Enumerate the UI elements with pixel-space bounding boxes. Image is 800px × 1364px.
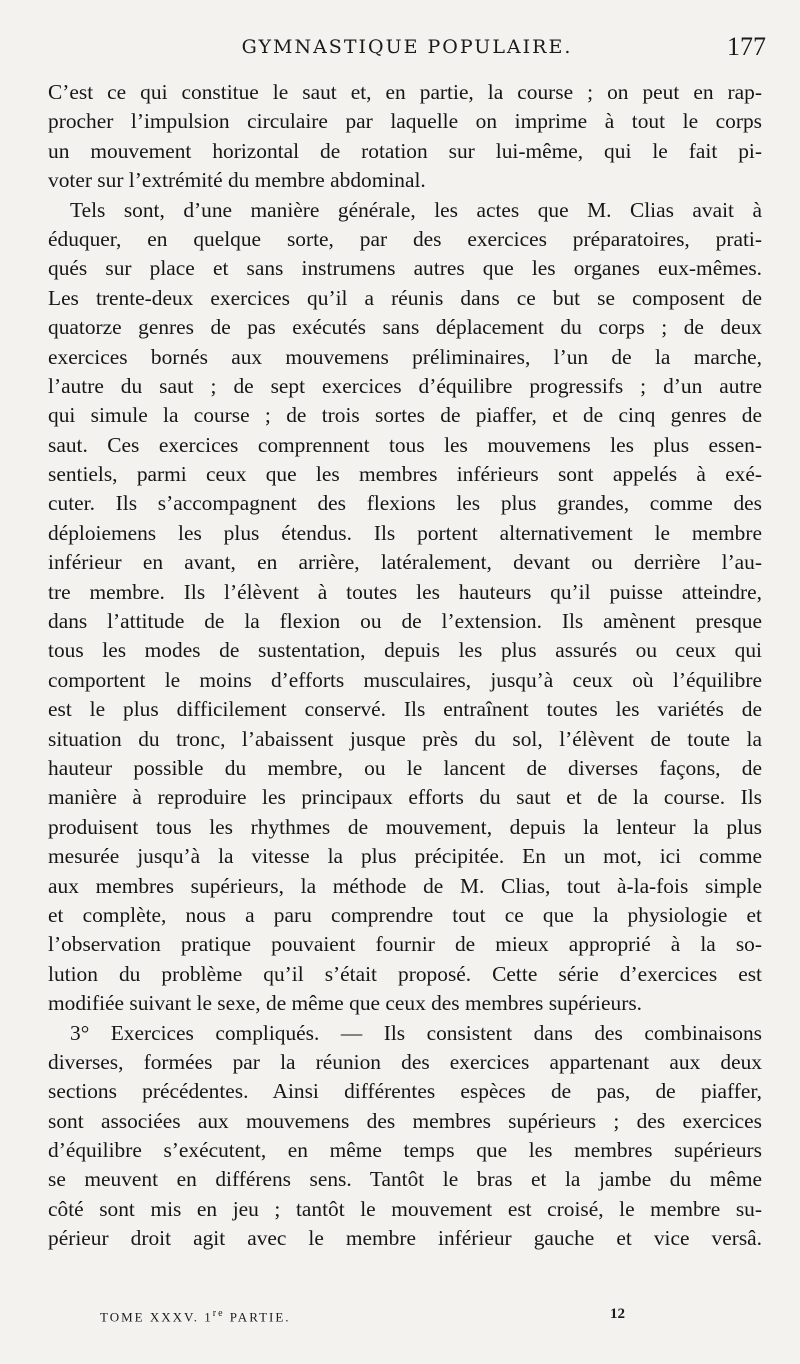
text-line: modifiée suivant le sexe, de même que ceux des membres supérieurs.	[48, 991, 642, 1016]
text-line: sont associées aux mouvemens des membres supérieurs ; des exercices	[48, 1108, 762, 1133]
running-head	[48, 32, 766, 68]
text-line: déploiemens les plus étendus. Ils portent alternativement le membre	[48, 520, 762, 545]
text-line: dans l’attitude de la flexion ou de l’extension. Ils amènent presque	[48, 609, 762, 634]
page-number: 177	[727, 32, 766, 61]
text-line: qués sur place et sans instrumens autres que les organes eux-mêmes.	[48, 256, 762, 281]
text-line: éduquer, en quelque sorte, par des exercices préparatoires, prati-	[48, 226, 762, 251]
body-text	[48, 78, 762, 1254]
page-footer	[100, 1302, 660, 1328]
text-line: aux membres supérieurs, la méthode de M. Clias, tout à-la-fois simple	[48, 873, 762, 898]
text-line: qui simule la course ; de trois sortes de piaffer, et de cinq genres de	[48, 403, 762, 428]
signature-superscript: re	[212, 1308, 225, 1319]
signature-volume: TOME XXXV. 1	[100, 1309, 213, 1325]
text-line: périeur droit agit avec le membre inférieur gauche et vice versâ.	[48, 1226, 762, 1251]
text-line: et complète, nous a paru comprendre tout ce que la physiologie et	[48, 902, 762, 927]
text-line: hauteur possible du membre, ou le lancent de diverses façons, de	[48, 755, 762, 780]
text-line: manière à reproduire les principaux efforts du saut et de la course. Ils	[48, 785, 762, 810]
text-line: Les trente-deux exercices qu’il a réunis dans ce but se composent de	[48, 285, 762, 310]
text-line: quatorze genres de pas exécutés sans déplacement du corps ; de deux	[48, 315, 762, 340]
text-line: procher l’impulsion circulaire par laquelle on imprime à tout le corps	[48, 109, 762, 134]
text-line: situation du tronc, l’abaissent jusque près du sol, l’élèvent de toute la	[48, 726, 762, 751]
text-line: d’équilibre s’exécutent, en même temps que les membres supérieurs	[48, 1138, 762, 1163]
text-line: tre membre. Ils l’élèvent à toutes les hauteurs qu’il puisse atteindre,	[48, 579, 762, 604]
text-line: tous les modes de sustentation, depuis les plus assurés ou ceux qui	[48, 638, 762, 663]
text-line: est le plus difficilement conservé. Ils entraînent toutes les variétés de	[48, 697, 762, 722]
text-line: voter sur l’extrémité du membre abdominal.	[48, 168, 426, 193]
text-line: côté sont mis en jeu ; tantôt le mouvement est croisé, le membre su-	[48, 1196, 762, 1221]
gathering-number: 12	[610, 1306, 625, 1322]
text-line: diverses, formées par la réunion des exercices appartenant aux deux	[48, 1049, 762, 1074]
text-line: exercices bornés aux mouvemens préliminaires, l’un de la marche,	[48, 344, 762, 369]
text-line: mesurée jusqu’à la vitesse la plus précipitée. En un mot, ici comme	[48, 844, 762, 869]
text-line: inférieur en avant, en arrière, latéralement, devant ou derrière l’au-	[48, 550, 762, 575]
text-line: se meuvent en différens sens. Tantôt le bras et la jambe du même	[48, 1167, 762, 1192]
text-line: sections précédentes. Ainsi différentes espèces de pas, de piaffer,	[48, 1079, 762, 1104]
text-line: C’est ce qui constitue le saut et, en partie, la course ; on peut en rap-	[48, 80, 762, 104]
text-line: comportent le moins d’efforts musculaires, jusqu’à ceux où l’équilibre	[48, 667, 762, 692]
text-line: cuter. Ils s’accompagnent des flexions les plus grandes, comme des	[48, 491, 762, 516]
text-line: produisent tous les rhythmes de mouvement, depuis la lenteur la plus	[48, 814, 762, 839]
text-line: saut. Ces exercices comprennent tous les mouvemens les plus essen-	[48, 432, 762, 457]
running-title: GYMNASTIQUE POPULAIRE.	[241, 36, 573, 58]
text-line: Tels sont, d’une manière générale, les actes que M. Clias avait à	[70, 197, 762, 222]
text-line: lution du problème qu’il s’était proposé. Cette série d’exercices est	[48, 961, 762, 986]
text-line: 3° Exercices compliqués. — Ils consistent dans des combinaisons	[70, 1020, 762, 1045]
signature-part: PARTIE.	[224, 1309, 291, 1325]
text-line: l’autre du saut ; de sept exercices d’équilibre progressifs ; d’un autre	[48, 373, 762, 398]
text-line: l’observation pratique pouvaient fournir de mieux approprié à la so-	[48, 932, 762, 957]
text-line: sentiels, parmi ceux que les membres inférieurs sont appelés à exé-	[48, 462, 762, 487]
text-line: un mouvement horizontal de rotation sur lui-même, qui le fait pi-	[48, 138, 762, 163]
signature-mark	[100, 1308, 291, 1325]
